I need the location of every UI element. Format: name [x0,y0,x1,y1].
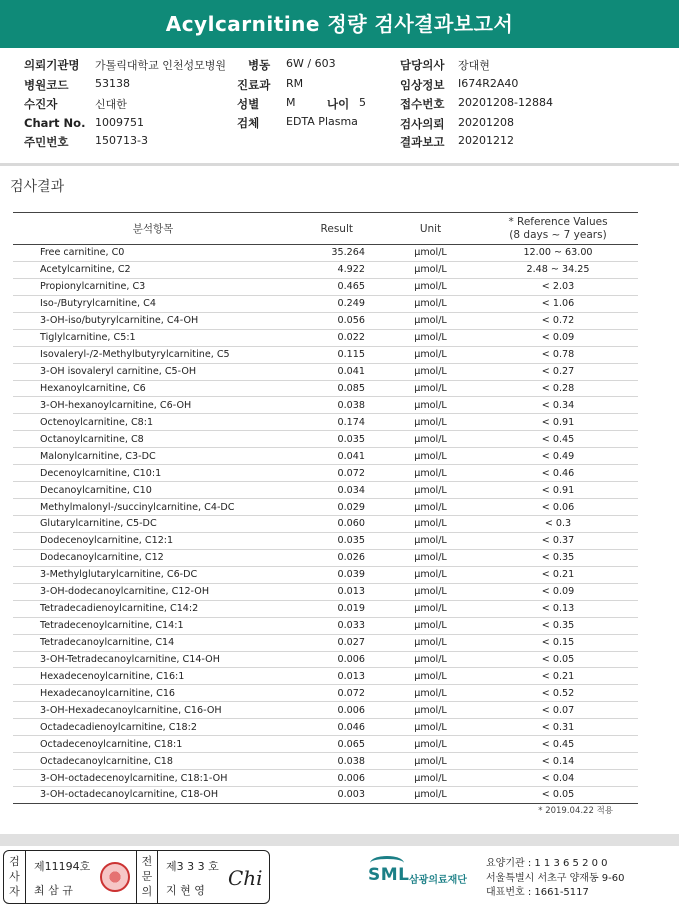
info-value: 6W / 603 [286,57,336,70]
cell-item: 3-OH-iso/butyrylcarnitine, C4-OH [13,312,293,329]
cell-unit: μmol/L [383,583,478,600]
table-row [13,380,638,397]
cell-item: Tetradecanoylcarnitine, C14 [13,634,293,651]
cell-unit: μmol/L [383,753,478,770]
table-row [13,702,638,719]
header-result: Result [293,213,383,245]
cell-reference: < 0.37 [478,532,638,549]
cell-result: 0.033 [293,617,383,634]
table-row [13,414,638,431]
cell-item: Free carnitine, C0 [13,245,293,262]
table-row [13,668,638,685]
cell-item: Glutarylcarnitine, C5-DC [13,516,293,533]
cell-item: Dodecanoylcarnitine, C12 [13,549,293,566]
results-table-body [13,245,638,804]
cell-unit: μmol/L [383,634,478,651]
cell-reference: < 0.35 [478,549,638,566]
cell-result: 0.465 [293,278,383,295]
cell-unit: μmol/L [383,312,478,329]
specialist-name: 지 현 영 [166,884,205,897]
header-item: 분석항목 [13,213,293,245]
cell-reference: < 0.06 [478,499,638,516]
results-table-container [13,212,638,804]
cell-reference: < 0.21 [478,668,638,685]
cell-item: Hexadecanoylcarnitine, C16 [13,685,293,702]
cell-reference: < 0.27 [478,363,638,380]
results-section-title: 검사결과 [10,179,65,195]
info-label: 담당의사 [400,58,445,72]
info-value: 20201208 [458,116,514,129]
cell-result: 0.022 [293,329,383,346]
cell-item: 3-Methylglutarylcarnitine, C6-DC [13,566,293,583]
table-row [13,278,638,295]
cell-item: Octanoylcarnitine, C8 [13,431,293,448]
cell-result: 0.035 [293,532,383,549]
cell-item: Decenoylcarnitine, C10:1 [13,465,293,482]
info-label: 진료과 [237,78,271,92]
info-value: 신대한 [95,98,127,111]
table-row [13,685,638,702]
patient-info-block [0,53,679,163]
cell-unit: μmol/L [383,295,478,312]
table-row [13,634,638,651]
table-row [13,431,638,448]
cell-item: Acetylcarnitine, C2 [13,261,293,278]
specialist-role-text: 전 문 의 [141,855,153,898]
cell-item: Methylmalonyl-/succinylcarnitine, C4-DC [13,499,293,516]
cell-result: 0.006 [293,770,383,787]
cell-reference: < 0.21 [478,566,638,583]
cell-reference: < 0.3 [478,516,638,533]
cell-reference: < 0.09 [478,329,638,346]
info-label: Chart No. [24,116,86,130]
cell-item: Tiglylcarnitine, C5:1 [13,329,293,346]
cell-reference: < 0.91 [478,482,638,499]
cell-item: Hexanoylcarnitine, C6 [13,380,293,397]
cell-unit: μmol/L [383,499,478,516]
info-value: 가톨릭대학교 인천성모병원 [95,59,227,72]
cell-unit: μmol/L [383,482,478,499]
info-value: RM [286,77,304,90]
cell-result: 0.249 [293,295,383,312]
tester-role-text: 검 사 자 [9,855,20,898]
tester-license: 제11194호 [34,860,91,873]
logo-name: 삼광의료재단 [409,875,467,886]
table-row [13,549,638,566]
table-row [13,482,638,499]
info-label: 검체 [237,116,260,130]
cell-unit: μmol/L [383,261,478,278]
table-row [13,736,638,753]
table-row [13,516,638,533]
specialist-license: 제3 3 3 호 [166,860,219,873]
info-value: I674R2A40 [458,77,519,90]
cell-reference: 12.00 ~ 63.00 [478,245,638,262]
table-header-row [13,213,638,245]
cell-result: 0.019 [293,600,383,617]
cell-item: Octadecadienoylcarnitine, C18:2 [13,719,293,736]
cell-item: Tetradecadienoylcarnitine, C14:2 [13,600,293,617]
cell-reference: < 0.35 [478,617,638,634]
cell-item: 3-OH-Hexadecanoylcarnitine, C16-OH [13,702,293,719]
info-label: 접수번호 [400,97,445,111]
cell-result: 4.922 [293,261,383,278]
cell-unit: μmol/L [383,431,478,448]
cell-reference: < 0.05 [478,651,638,668]
cell-result: 0.041 [293,448,383,465]
info-label: 병동 [248,58,271,72]
cell-item: Tetradecenoylcarnitine, C14:1 [13,617,293,634]
cell-result: 0.006 [293,702,383,719]
cell-reference: < 0.49 [478,448,638,465]
cell-unit: μmol/L [383,736,478,753]
cell-unit: μmol/L [383,549,478,566]
table-row [13,499,638,516]
cell-unit: μmol/L [383,617,478,634]
cell-reference: < 0.78 [478,346,638,363]
cell-result: 35.264 [293,245,383,262]
cell-reference: 2.48 ~ 34.25 [478,261,638,278]
table-row [13,329,638,346]
cell-result: 0.065 [293,736,383,753]
info-label: 성별 [237,97,260,111]
cell-item: Propionylcarnitine, C3 [13,278,293,295]
cell-reference: < 0.45 [478,736,638,753]
cell-result: 0.072 [293,685,383,702]
cell-unit: μmol/L [383,448,478,465]
cell-unit: μmol/L [383,397,478,414]
info-label: 임상정보 [400,78,445,92]
cell-item: Decanoylcarnitine, C10 [13,482,293,499]
cell-unit: μmol/L [383,278,478,295]
header-reference-line2: (8 days ~ 7 years) [509,228,607,241]
table-row [13,787,638,804]
info-value: 20201208-12884 [458,96,553,109]
table-row [13,245,638,262]
cell-result: 0.174 [293,414,383,431]
cell-item: Octadecanoylcarnitine, C18 [13,753,293,770]
handwritten-signature: Chi [228,866,263,890]
table-row [13,261,638,278]
tester-name: 최 삼 규 [34,884,73,897]
cell-result: 0.038 [293,753,383,770]
cell-result: 0.013 [293,583,383,600]
reference-footnote: * 2019.04.22 적용 [538,806,613,816]
cell-result: 0.041 [293,363,383,380]
specialist-role-label [136,851,158,903]
cell-reference: < 0.04 [478,770,638,787]
cell-unit: μmol/L [383,516,478,533]
cell-result: 0.038 [293,397,383,414]
institution-code: 요양기관 : 1 1 3 6 5 2 0 0 [486,858,608,869]
cell-unit: μmol/L [383,566,478,583]
cell-unit: μmol/L [383,719,478,736]
cell-reference: < 0.15 [478,634,638,651]
signature-box [3,850,270,904]
cell-result: 0.013 [293,668,383,685]
table-row [13,465,638,482]
table-row [13,566,638,583]
info-value: 장대현 [458,59,490,72]
cell-unit: μmol/L [383,414,478,431]
cell-result: 0.039 [293,566,383,583]
table-row [13,295,638,312]
cell-unit: μmol/L [383,702,478,719]
cell-result: 0.003 [293,787,383,804]
cell-result: 0.056 [293,312,383,329]
cell-result: 0.046 [293,719,383,736]
header-unit: Unit [383,213,478,245]
cell-result: 0.035 [293,431,383,448]
cell-reference: < 0.05 [478,787,638,804]
cell-result: 0.072 [293,465,383,482]
cell-unit: μmol/L [383,363,478,380]
cell-item: Dodecenoylcarnitine, C12:1 [13,532,293,549]
cell-result: 0.085 [293,380,383,397]
cell-reference: < 0.91 [478,414,638,431]
institution-address: 서울특별시 서초구 양재동 9-60 [486,872,625,884]
sml-logo [368,856,478,892]
cell-reference: < 0.09 [478,583,638,600]
info-value: 5 [359,96,366,109]
cell-result: 0.060 [293,516,383,533]
cell-unit: μmol/L [383,770,478,787]
info-label: 주민번호 [24,135,69,149]
table-row [13,753,638,770]
cell-unit: μmol/L [383,329,478,346]
info-value: 20201212 [458,134,514,147]
logo-abbr: SML [368,865,410,885]
table-row [13,448,638,465]
cell-reference: < 0.46 [478,465,638,482]
cell-reference: < 0.72 [478,312,638,329]
cell-reference: < 0.28 [478,380,638,397]
table-row [13,363,638,380]
cell-result: 0.026 [293,549,383,566]
table-row [13,719,638,736]
info-label: 수진자 [24,97,58,111]
report-title: Acylcarnitine 정량 검사결과보고서 [0,0,679,48]
cell-item: Octenoylcarnitine, C8:1 [13,414,293,431]
cell-unit: μmol/L [383,668,478,685]
cell-reference: < 0.31 [478,719,638,736]
footer-band [0,834,679,846]
header-reference [478,213,638,245]
results-table [13,212,638,804]
cell-unit: μmol/L [383,532,478,549]
official-seal-stamp [100,862,130,892]
cell-unit: μmol/L [383,651,478,668]
cell-unit: μmol/L [383,245,478,262]
cell-unit: μmol/L [383,600,478,617]
table-row [13,532,638,549]
cell-item: 3-OH-dodecanoylcarnitine, C12-OH [13,583,293,600]
table-row [13,397,638,414]
table-row [13,600,638,617]
section-divider [0,163,679,166]
cell-unit: μmol/L [383,787,478,804]
cell-reference: < 2.03 [478,278,638,295]
cell-reference: < 0.52 [478,685,638,702]
cell-item: Isovaleryl-/2-Methylbutyrylcarnitine, C5 [13,346,293,363]
cell-item: 3-OH isovaleryl carnitine, C5-OH [13,363,293,380]
info-value: 1009751 [95,116,144,129]
table-row [13,583,638,600]
info-value: M [286,96,296,109]
header-reference-line1: * Reference Values [508,215,608,228]
institution-info [486,857,625,901]
cell-reference: < 1.06 [478,295,638,312]
cell-item: Octadecenoylcarnitine, C18:1 [13,736,293,753]
table-row [13,770,638,787]
cell-item: 3-OH-hexanoylcarnitine, C6-OH [13,397,293,414]
info-value: 53138 [95,77,130,90]
institution-phone: 대표번호 : 1661-5117 [486,887,589,898]
cell-unit: μmol/L [383,685,478,702]
info-label: 검사의뢰 [400,117,445,131]
cell-item: Iso-/Butyrylcarnitine, C4 [13,295,293,312]
cell-item: 3-OH-octadecanoylcarnitine, C18-OH [13,787,293,804]
cell-result: 0.006 [293,651,383,668]
info-label: 결과보고 [400,135,445,149]
cell-item: 3-OH-octadecenoylcarnitine, C18:1-OH [13,770,293,787]
cell-reference: < 0.07 [478,702,638,719]
cell-result: 0.115 [293,346,383,363]
info-value: EDTA Plasma [286,115,358,128]
cell-item: Malonylcarnitine, C3-DC [13,448,293,465]
cell-unit: μmol/L [383,346,478,363]
cell-reference: < 0.14 [478,753,638,770]
cell-reference: < 0.13 [478,600,638,617]
cell-result: 0.034 [293,482,383,499]
cell-result: 0.029 [293,499,383,516]
cell-unit: μmol/L [383,380,478,397]
info-label: 병원코드 [24,78,69,92]
info-label: 의뢰기관명 [24,58,80,72]
cell-item: Hexadecenoylcarnitine, C16:1 [13,668,293,685]
cell-reference: < 0.34 [478,397,638,414]
table-row [13,346,638,363]
cell-result: 0.027 [293,634,383,651]
cell-item: 3-OH-Tetradecanoylcarnitine, C14-OH [13,651,293,668]
table-row [13,651,638,668]
info-label: 나이 [327,97,350,111]
cell-reference: < 0.45 [478,431,638,448]
cell-unit: μmol/L [383,465,478,482]
info-value: 150713-3 [95,134,148,147]
tester-role-label [4,851,26,903]
table-row [13,617,638,634]
table-row [13,312,638,329]
